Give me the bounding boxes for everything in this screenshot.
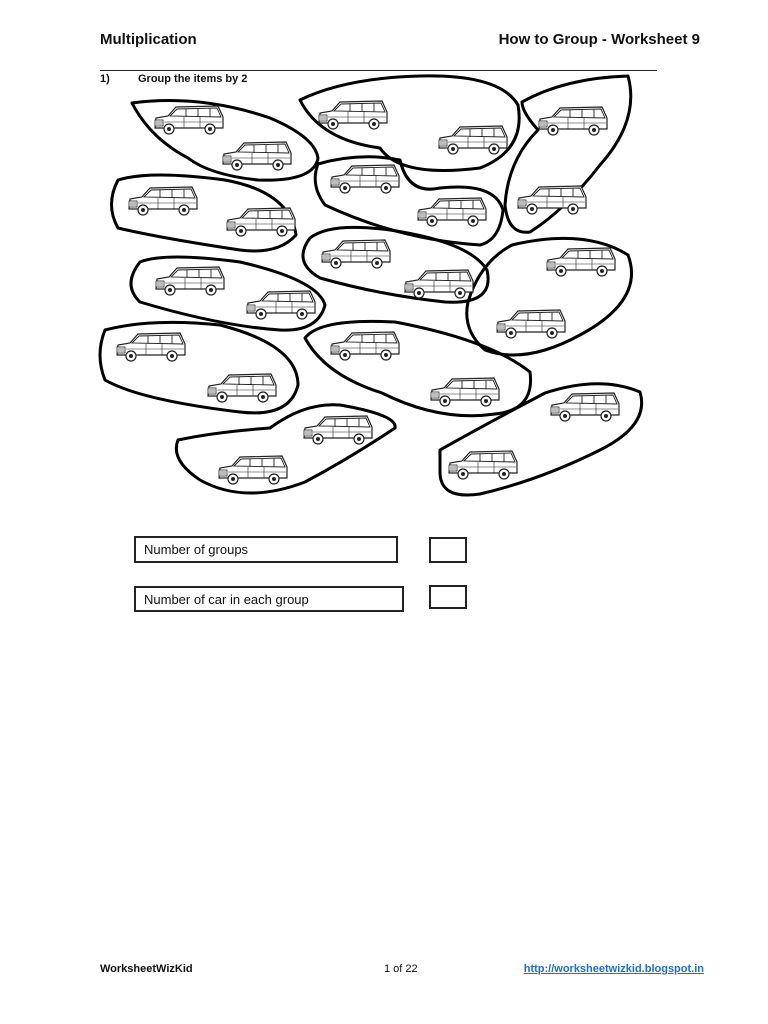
cars-layer xyxy=(117,101,619,484)
question-number: 1) xyxy=(100,73,110,85)
car-icon xyxy=(156,267,224,295)
car-icon xyxy=(219,456,287,484)
car-icon xyxy=(223,142,291,170)
car-icon xyxy=(539,107,607,135)
car-icon xyxy=(418,198,486,226)
car-icon xyxy=(331,332,399,360)
car-icon xyxy=(155,106,223,134)
per-group-label: Number of car in each group xyxy=(144,592,309,607)
per-group-answer-box[interactable] xyxy=(429,585,467,609)
car-icon xyxy=(208,374,276,402)
group-outline xyxy=(132,101,318,181)
car-icon xyxy=(227,208,295,236)
car-icon xyxy=(449,451,517,479)
footer-brand: WorksheetWizKid xyxy=(100,963,193,975)
per-group-label-box xyxy=(134,586,404,612)
group-outline xyxy=(100,322,298,413)
car-icon xyxy=(331,165,399,193)
car-icon xyxy=(117,333,185,361)
car-icon xyxy=(319,101,387,129)
car-icon xyxy=(547,248,615,276)
car-icon xyxy=(304,416,372,444)
car-icon xyxy=(497,310,565,338)
car-icon xyxy=(129,187,197,215)
groups-label: Number of groups xyxy=(144,542,249,557)
worksheet-title: How to Group - Worksheet 9 xyxy=(498,31,700,48)
subject-title: Multiplication xyxy=(100,31,197,48)
groups-answer-box[interactable] xyxy=(429,537,467,563)
car-icon xyxy=(518,186,586,214)
car-icon xyxy=(439,126,507,154)
car-icon xyxy=(551,393,619,421)
car-icon xyxy=(405,270,473,298)
question-instruction: Group the items by 2 xyxy=(138,73,248,85)
car-icon xyxy=(247,291,315,319)
website-link[interactable]: http://worksheetwizkid.blogspot.in xyxy=(523,963,704,975)
car-icon xyxy=(431,378,499,406)
group-outline xyxy=(305,321,531,415)
groups-label-box xyxy=(134,536,398,563)
car-icon xyxy=(322,240,390,268)
page-number: 1 of 22 xyxy=(384,963,418,975)
